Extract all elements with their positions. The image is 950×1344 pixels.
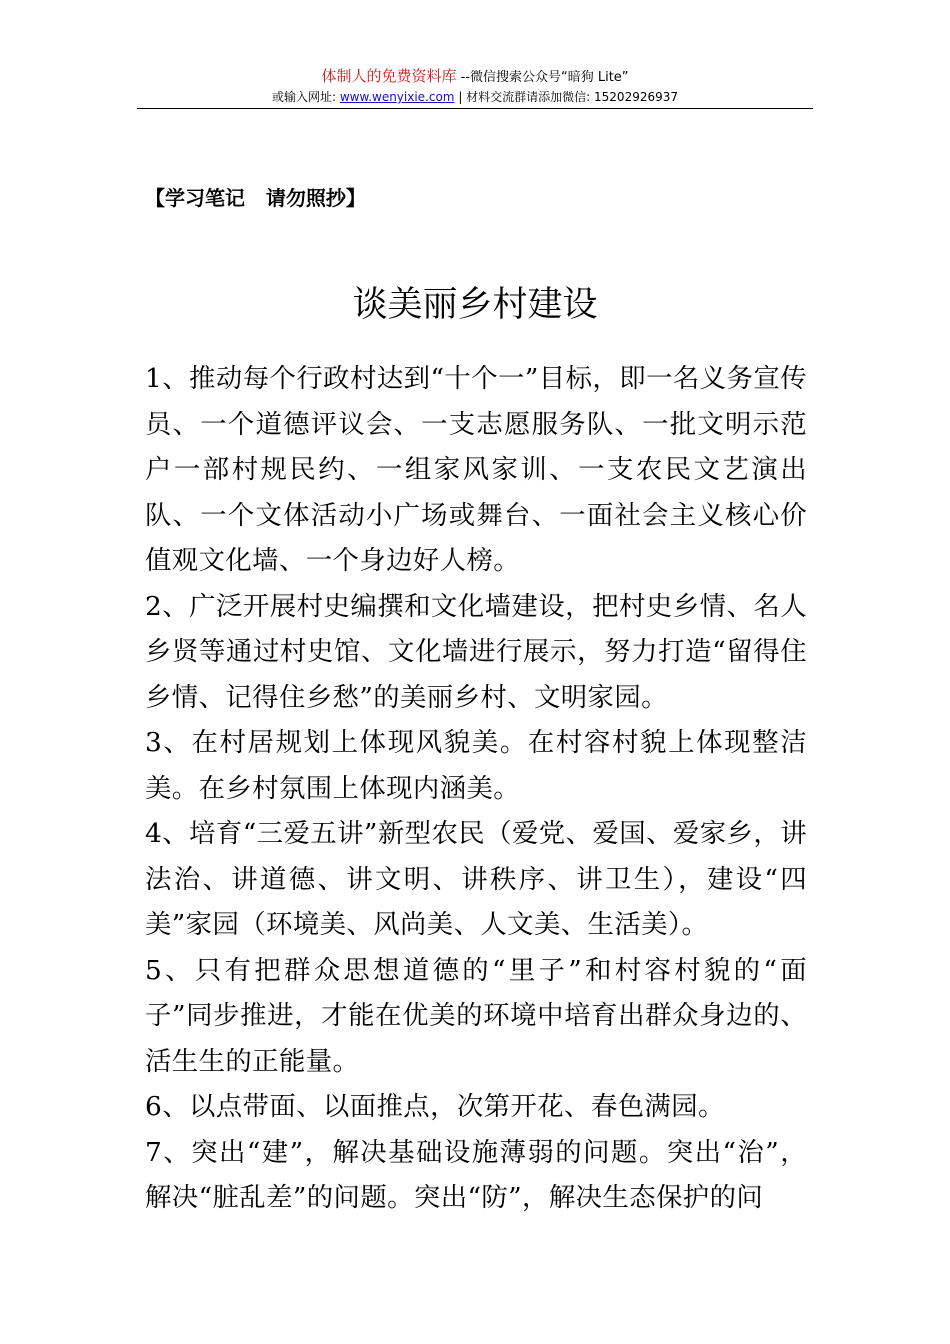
paragraph-5: 5、只有把群众思想道德的“里子”和村容村貌的“面子”同步推进，才能在优美的环境中培育出群众身边的、活生生的正能量。	[145, 954, 807, 1077]
header-contact-line	[137, 88, 813, 106]
study-note-label: 【学习笔记 请勿照抄】	[145, 186, 366, 210]
paragraph-7: 7、突出“建”，解决基础设施薄弱的问题。突出“治”，解决“脏乱差”的问题。突出“防”，解决生态保护的问	[145, 1136, 807, 1213]
header-contact: | 材料交流群请添加微信: 15202926937	[454, 90, 679, 104]
header-website-link[interactable]: www.wenyixie.com	[339, 90, 455, 104]
header-wechat-note: --微信搜索公众号“暗狗 Lite”	[456, 70, 629, 85]
document-title: 谈美丽乡村建设	[352, 285, 598, 325]
paragraph-4: 4、培育“三爱五讲”新型农民（爱党、爱国、爱家乡，讲法治、讲道德、讲文明、讲秩序、讲卫生），建设“四美”家园（环境美、风尚美、人文美、生活美）。	[145, 818, 807, 940]
header-banner	[137, 66, 813, 88]
paragraph-3: 3、在村居规划上体现风貌美。在村容村貌上体现整洁美。在乡村氛围上体现内涵美。	[145, 727, 807, 804]
paragraph-6: 6、以点带面、以面推点，次第开花、春色满园。	[145, 1091, 725, 1122]
header-divider	[137, 108, 813, 109]
header-url-prefix: 或输入网址:	[271, 90, 340, 104]
page-header	[137, 66, 813, 106]
paragraph-1: 1、推动每个行政村达到“十个一”目标，即一名义务宣传员、一个道德评议会、一支志愿服务队、一批文明示范户一部村规民约、一组家风家训、一支农民文艺演出队、一个文体活动小广场或舞台、一面社会主义核心价值观文化墙、一个身边好人榜。	[145, 363, 807, 576]
header-brand: 体制人的免费资料库	[321, 67, 457, 85]
document-body	[145, 356, 807, 1221]
paragraph-2: 2、广泛开展村史编撰和文化墙建设，把村史乡情、名人乡贤等通过村史馆、文化墙进行展示，努力打造“留得住乡情、记得住乡愁”的美丽乡村、文明家园。	[145, 590, 807, 713]
